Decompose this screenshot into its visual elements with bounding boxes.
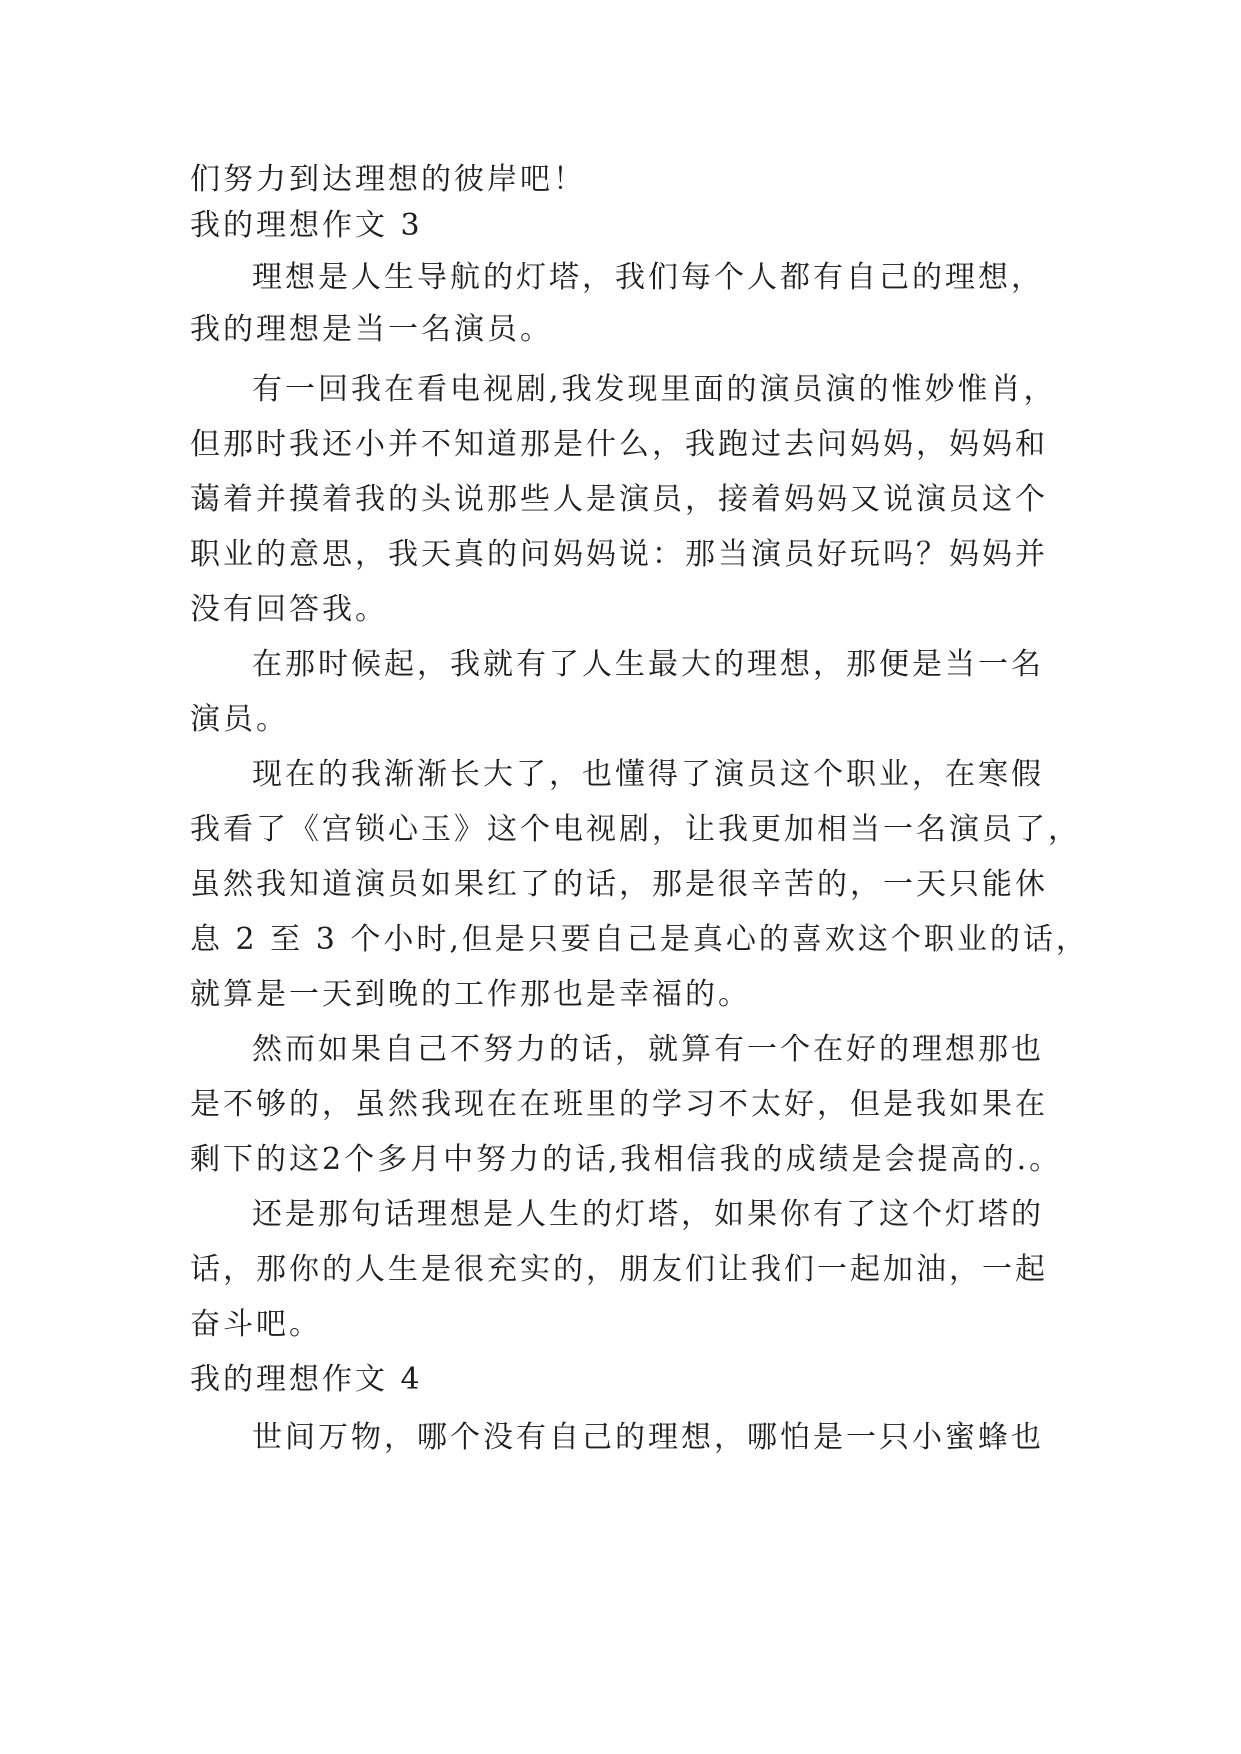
paragraph-line: 还是那句话理想是人生的灯塔，如果你有了这个灯塔的 xyxy=(252,1197,1044,1232)
paragraph-line: 在那时候起，我就有了人生最大的理想，那便是当一名 xyxy=(252,647,1044,682)
paragraph-line: 现在的我渐渐长大了，也懂得了演员这个职业，在寒假 xyxy=(252,757,1044,792)
paragraph-line: 话，那你的人生是很充实的，朋友们让我们一起加油，一起 xyxy=(190,1252,1048,1287)
paragraph-line: 虽然我知道演员如果红了的话，那是很辛苦的，一天只能休 xyxy=(190,867,1048,902)
paragraph-line: 职业的意思，我天真的问妈妈说：那当演员好玩吗？妈妈并 xyxy=(190,537,1048,572)
text-line: 们努力到达理想的彼岸吧！ xyxy=(190,162,586,197)
paragraph-line: 然而如果自己不努力的话，就算有一个在好的理想那也 xyxy=(252,1032,1044,1067)
paragraph-line: 剩下的这2个多月中努力的话,我相信我的成绩是会提高的.。 xyxy=(190,1142,1063,1177)
section-heading: 我的理想作文 4 xyxy=(190,1362,423,1397)
paragraph-line: 理想是人生导航的灯塔，我们每个人都有自己的理想， xyxy=(252,260,1044,295)
paragraph-line: 就算是一天到晚的工作那也是幸福的。 xyxy=(190,977,751,1012)
paragraph-line: 但那时我还小并不知道那是什么，我跑过去问妈妈，妈妈和 xyxy=(190,427,1048,462)
paragraph-line: 蔼着并摸着我的头说那些人是演员，接着妈妈又说演员这个 xyxy=(190,482,1048,517)
paragraph-line: 演员。 xyxy=(190,702,289,737)
section-heading: 我的理想作文 3 xyxy=(190,208,423,243)
paragraph-line: 有一回我在看电视剧,我发现里面的演员演的惟妙惟肖， xyxy=(252,372,1057,407)
paragraph-line: 奋斗吧。 xyxy=(190,1307,322,1342)
paragraph-line: 世间万物，哪个没有自己的理想，哪怕是一只小蜜蜂也 xyxy=(252,1420,1044,1455)
paragraph-line: 我看了《宫锁心玉》这个电视剧，让我更加相当一名演员了， xyxy=(190,812,1081,847)
paragraph-line: 息 2 至 3 个小时,但是只要自己是真心的喜欢这个职业的话， xyxy=(190,922,1089,957)
paragraph-line: 是不够的，虽然我现在在班里的学习不太好，但是我如果在 xyxy=(190,1087,1048,1122)
paragraph-line: 没有回答我。 xyxy=(190,592,388,627)
paragraph-line: 我的理想是当一名演员。 xyxy=(190,312,553,347)
